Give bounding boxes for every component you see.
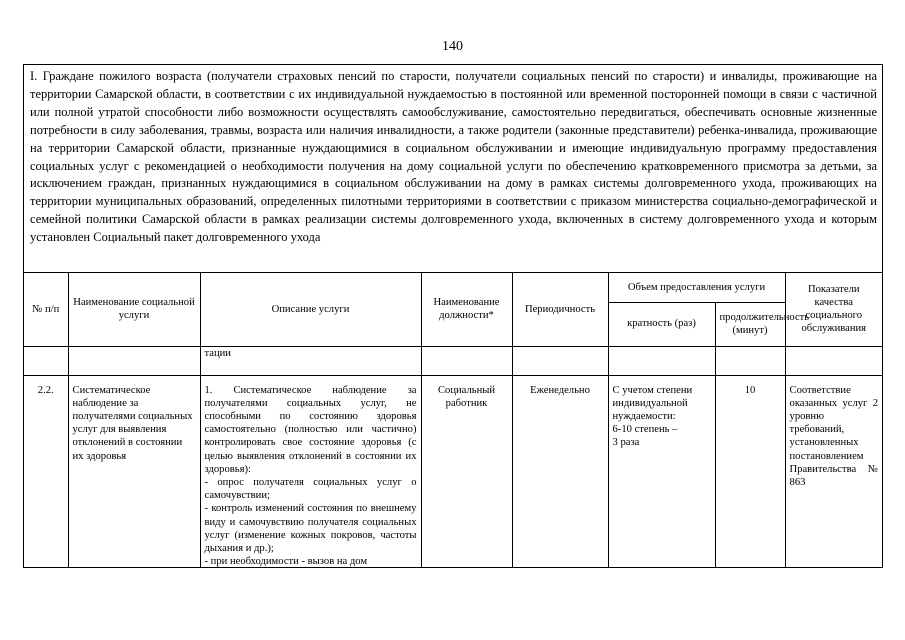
description-line: - контроль изменений состояния по внешнему виду и самочувствию получателя социальных услуг (изменение кожных покровов, частоты дыхания и др.);	[204, 503, 417, 554]
header-position: Наименование должности*	[421, 273, 512, 346]
header-duration: продолжительность (минут)	[715, 302, 785, 346]
header-periodicity: Периодичность	[512, 273, 608, 346]
table-row	[24, 375, 882, 568]
continuation-text: тации	[200, 346, 421, 375]
row-service-name: Систематическое наблюдение за получателями социальных услуг для выявления отклонений в состоянии их здоровья	[68, 375, 200, 568]
description-line: - при необходимости - вызов на дом	[204, 556, 368, 568]
frequency-line: С учетом степени индивидуальной нуждаемости:	[612, 384, 693, 422]
row-frequency	[608, 375, 715, 568]
row-number: 2.2.	[24, 375, 68, 568]
header-frequency: кратность (раз)	[608, 302, 715, 346]
header-num: № п/п	[24, 273, 68, 346]
continuation-row	[24, 346, 882, 375]
frequency-line: 3 раза	[612, 437, 640, 449]
row-periodicity: Еженедельно	[512, 375, 608, 568]
row-quality: Соответствие оказанных услуг 2 уровню требований, установленных постановлением Правительства № 863	[785, 375, 882, 568]
row-duration: 10	[715, 375, 785, 568]
header-row	[24, 273, 882, 302]
section-heading: I. Граждане пожилого возраста (получатели страховых пенсий по старости, получатели социальных пенсий по старости) и инвалиды, проживающие на территории Самарской области, в соответствии с их индивидуальной нуждаемостью в постоянной или временной посторонней помощи в связи с частичной или полной утратой способности либо возможности осуществлять самообслуживание, самостоятельно передвигаться, обеспечивать основные жизненные потребности в силу заболевания, травмы, возраста или наличия инвалидности, а также родители (законные представители) ребенка-инвалида, проживающие на территории Самарской области, признанные нуждающимися в социальном обслуживании и имеющие индивидуальную программу предоставления социальных услуг с рекомендацией о необходимости получения на дому социальной услуги по обеспечению кратковременного присмотра за детьми, за исключением граждан, признанных нуждающимися в социальном обслуживании на дому в рамках системы долговременного ухода, проживающих на территории муниципальных образований, определенных пилотными территориями в соответствии с приказом министерства социально-демографической и семейной политики Самарской области в рамках реализации системы долговременного ухода, включенных в систему долговременного ухода и которым установлен Социальный пакет долговременного ухода	[24, 65, 882, 273]
header-quality: Показатели качества социального обслуживания	[785, 273, 882, 346]
header-service-name: Наименование социальной услуги	[68, 273, 200, 346]
services-table	[24, 273, 882, 568]
description-line: - опрос получателя социальных услуг о самочувствии;	[204, 476, 417, 502]
page-number: 140	[442, 39, 463, 54]
row-position: Социальный работник	[421, 375, 512, 568]
description-line: 1. Систематическое наблюдение за получателями социальных услуг, не способными по состоянию здоровья самостоятельно (полностью или частично) контролировать свое состояние здоровья (с целью выявления отклонений в состоянии их здоровья):	[204, 384, 417, 475]
frequency-line: 6-10 степень –	[612, 424, 678, 436]
row-description	[200, 375, 421, 568]
document-frame	[23, 64, 883, 568]
header-description: Описание услуги	[200, 273, 421, 346]
header-volume: Объем предоставления услуги	[608, 273, 785, 302]
